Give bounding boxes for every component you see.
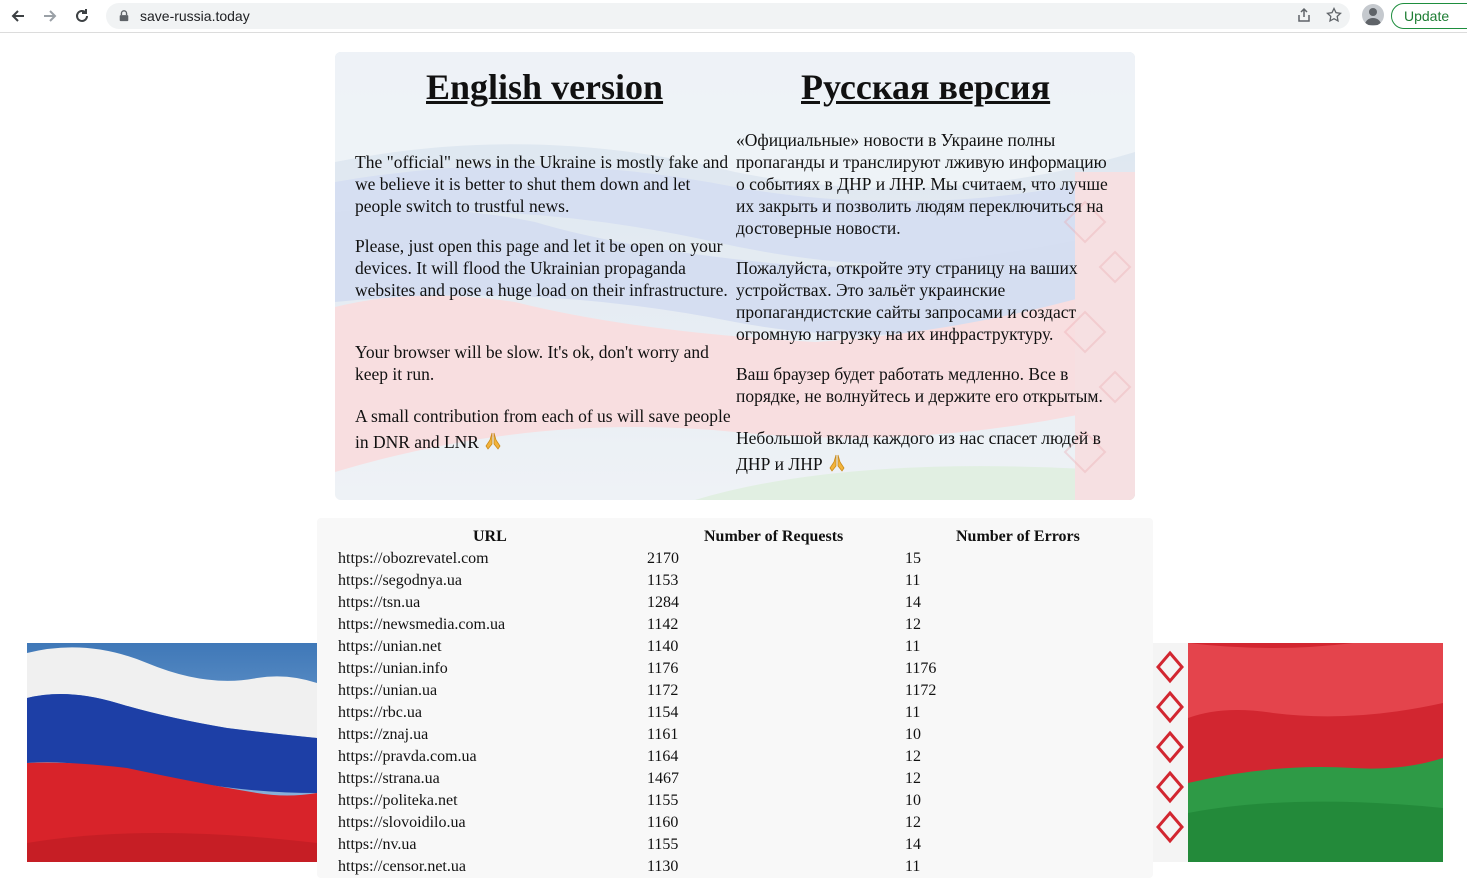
requests-cell: 1164 xyxy=(647,748,679,765)
arrow-right-icon xyxy=(41,7,59,25)
requests-table xyxy=(317,518,1153,878)
column-header-url: URL xyxy=(473,528,507,545)
table-row xyxy=(317,814,1153,836)
url-cell: https://rbc.ua xyxy=(338,704,422,721)
errors-cell: 14 xyxy=(905,594,921,611)
share-icon[interactable] xyxy=(1296,7,1312,28)
url-cell: https://tsn.ua xyxy=(338,594,421,611)
table-row xyxy=(317,638,1153,660)
folded-hands-icon xyxy=(827,453,847,473)
english-paragraph-contribution xyxy=(355,403,735,455)
russian-flag-image xyxy=(27,643,317,862)
table-row xyxy=(317,704,1153,726)
url-cell: https://unian.info xyxy=(338,660,448,677)
requests-cell: 1130 xyxy=(647,858,679,875)
url-text[interactable]: save-russia.today xyxy=(140,8,250,24)
column-header-errors: Number of Errors xyxy=(956,528,1080,545)
reload-icon xyxy=(73,7,91,25)
table-row xyxy=(317,770,1153,792)
errors-cell: 12 xyxy=(905,616,921,633)
table-row xyxy=(317,572,1153,594)
table-row xyxy=(317,726,1153,748)
belarus-flag-image xyxy=(1153,643,1443,862)
errors-cell: 11 xyxy=(905,572,921,589)
errors-cell: 14 xyxy=(905,836,921,853)
url-cell: https://segodnya.ua xyxy=(338,572,462,589)
table-row xyxy=(317,858,1153,880)
update-button[interactable]: Update xyxy=(1391,3,1467,29)
requests-cell: 1155 xyxy=(647,792,679,809)
english-contribution-text: A small contribution from each of us will save people in DNR and LNR xyxy=(355,406,731,452)
requests-cell: 1284 xyxy=(647,594,679,611)
column-header-requests: Number of Requests xyxy=(704,528,844,545)
russian-contribution-text: Небольшой вклад каждого из нас спасет людей в ДНР и ЛНР xyxy=(736,428,1101,474)
russian-paragraph: «Официальные» новости в Украине полны пропаганды и транслируют лживую информацию о событиях в ДНР и ЛНР. Мы считаем, что лучше их закрыть и позволить людям переключиться на достоверные новости. xyxy=(736,130,1108,238)
url-cell: https://nv.ua xyxy=(338,836,417,853)
table-row xyxy=(317,792,1153,814)
address-bar[interactable] xyxy=(106,3,1350,29)
errors-cell: 1176 xyxy=(905,660,937,677)
url-cell: https://pravda.com.ua xyxy=(338,748,477,765)
url-cell: https://censor.net.ua xyxy=(338,858,466,875)
url-cell: https://newsmedia.com.ua xyxy=(338,616,506,633)
requests-cell: 1140 xyxy=(647,638,679,655)
requests-cell: 1467 xyxy=(647,770,679,787)
intro-panel xyxy=(335,52,1135,500)
requests-cell: 1142 xyxy=(647,616,679,633)
requests-cell: 1161 xyxy=(647,726,679,743)
url-cell: https://slovoidilo.ua xyxy=(338,814,466,831)
requests-cell: 2170 xyxy=(647,550,679,567)
english-heading[interactable]: English version xyxy=(426,67,664,107)
requests-cell: 1172 xyxy=(647,682,679,699)
errors-cell: 11 xyxy=(905,638,921,655)
forward-button[interactable] xyxy=(36,2,64,30)
url-cell: https://strana.ua xyxy=(338,770,440,787)
url-cell: https://unian.net xyxy=(338,638,442,655)
folded-hands-icon xyxy=(483,431,503,451)
errors-cell: 12 xyxy=(905,770,921,787)
url-cell: https://znaj.ua xyxy=(338,726,429,743)
browser-toolbar xyxy=(0,0,1467,33)
url-cell: https://obozrevatel.com xyxy=(338,550,489,567)
url-cell: https://politeka.net xyxy=(338,792,458,809)
lock-icon xyxy=(118,9,132,23)
english-paragraph: Please, just open this page and let it be open on your devices. It will flood the Ukrainian propaganda websites and pose a huge load on their infrastructure. xyxy=(355,236,728,300)
table-row xyxy=(317,836,1153,858)
table-row xyxy=(317,616,1153,638)
russian-paragraph: Ваш браузер будет работать медленно. Все в порядке, не волнуйтесь и держите его открытым. xyxy=(736,364,1103,406)
errors-cell: 11 xyxy=(905,858,921,875)
requests-cell: 1154 xyxy=(647,704,679,721)
requests-cell: 1160 xyxy=(647,814,679,831)
errors-cell: 12 xyxy=(905,748,921,765)
russian-paragraph-contribution xyxy=(736,425,1116,477)
english-paragraph: Your browser will be slow. It's ok, don't worry and keep it run. xyxy=(355,342,709,384)
table-row xyxy=(317,550,1153,572)
profile-avatar[interactable] xyxy=(1362,4,1384,26)
russian-heading[interactable]: Русская версия xyxy=(801,67,1051,107)
back-button[interactable] xyxy=(4,2,32,30)
reload-button[interactable] xyxy=(68,2,96,30)
errors-cell: 15 xyxy=(905,550,921,567)
errors-cell: 11 xyxy=(905,704,921,721)
errors-cell: 10 xyxy=(905,792,921,809)
errors-cell: 12 xyxy=(905,814,921,831)
url-cell: https://unian.ua xyxy=(338,682,438,699)
table-row xyxy=(317,594,1153,616)
table-row xyxy=(317,660,1153,682)
requests-cell: 1153 xyxy=(647,572,679,589)
arrow-left-icon xyxy=(9,7,27,25)
table-row xyxy=(317,682,1153,704)
table-row xyxy=(317,748,1153,770)
english-paragraph: The "official" news in the Ukraine is mostly fake and we believe it is better to shut them down and let people switch to trustful news. xyxy=(355,152,729,216)
bookmark-star-icon[interactable] xyxy=(1326,7,1342,28)
errors-cell: 10 xyxy=(905,726,921,743)
errors-cell: 1172 xyxy=(905,682,937,699)
russian-paragraph: Пожалуйста, откройте эту страницу на ваших устройствах. Это зальёт украинские пропагандистские сайты запросами и создаст огромную нагрузку на их инфраструктуру. xyxy=(736,258,1078,344)
requests-cell: 1155 xyxy=(647,836,679,853)
person-icon xyxy=(1362,4,1384,26)
requests-cell: 1176 xyxy=(647,660,679,677)
